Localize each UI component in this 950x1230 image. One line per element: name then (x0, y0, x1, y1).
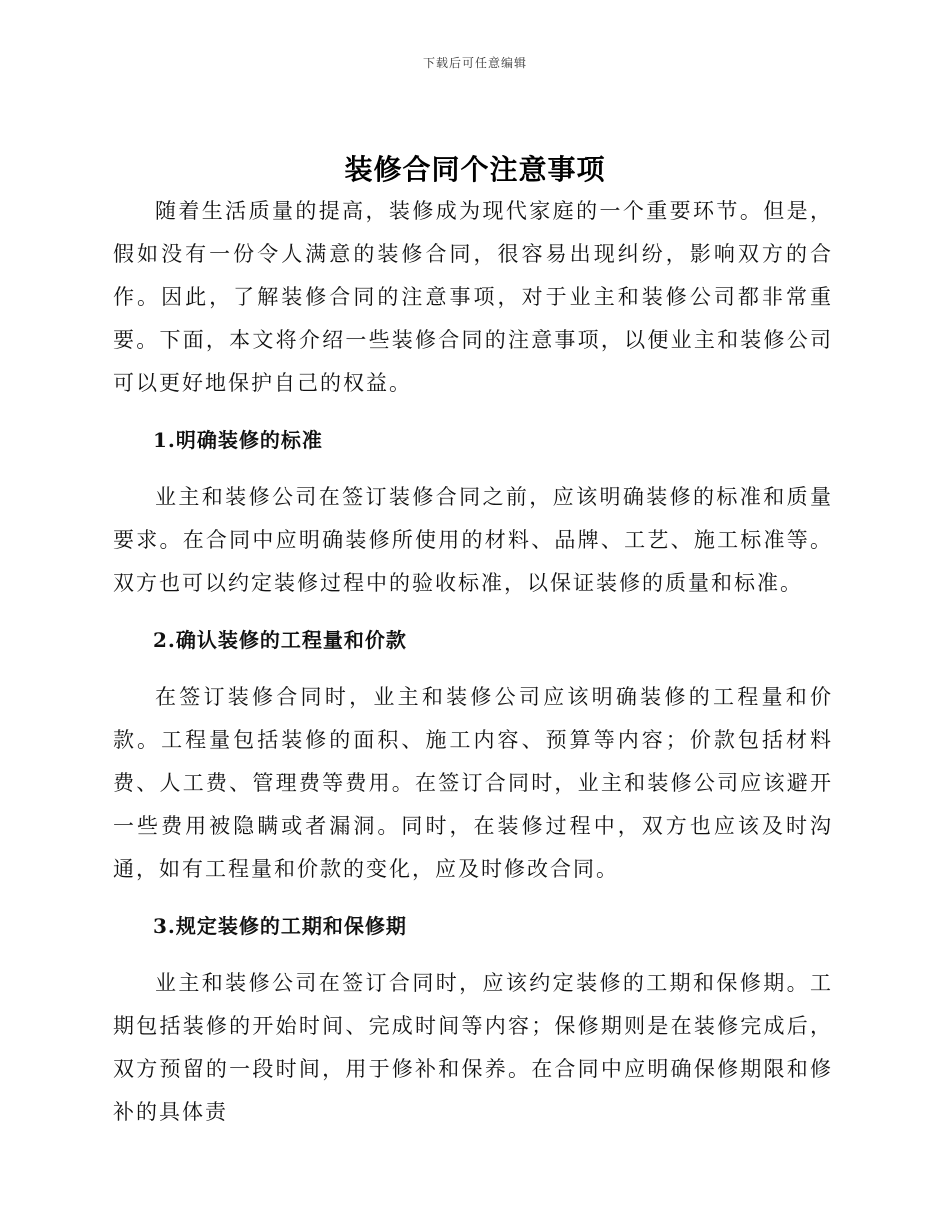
section-body-schedule-warranty: 业主和装修公司在签订合同时，应该约定装修的工期和保修期。工期包括装修的开始时间、完成时间等内容；保修期则是在装修完成后，双方预留的一段时间，用于修补和保养。在合同中应明确保修期限和修补的具体责 (113, 971, 833, 1124)
intro-paragraph: 随着生活质量的提高，装修成为现代家庭的一个重要环节。但是，假如没有一份令人满意的装修合同，很容易出现纠纷，影响双方的合作。因此，了解装修合同的注意事项，对于业主和装修公司都非常重要。下面，本文将介绍一些装修合同的注意事项，以便业主和装修公司可以更好地保护自己的权益。 (113, 199, 833, 395)
document-body (113, 190, 833, 1134)
section-heading-quantity-price: 2.确认装修的工程量和价款 (153, 628, 407, 652)
section-body-quantity-price: 在签订装修合同时，业主和装修公司应该明确装修的工程量和价款。工程量包括装修的面积、施工内容、预算等内容；价款包括材料费、人工费、管理费等费用。在签订合同时，业主和装修公司应该避开一些费用被隐瞒或者漏洞。同时，在装修过程中，双方也应该及时沟通，如有工程量和价款的变化，应及时修改合同。 (113, 685, 833, 881)
section-body-standards: 业主和装修公司在签订装修合同之前，应该明确装修的标准和质量要求。在合同中应明确装修所使用的材料、品牌、工艺、施工标准等。双方也可以约定装修过程中的验收标准，以保证装修的质量和标准。 (113, 485, 833, 595)
section-heading-schedule-warranty: 3.规定装修的工期和保修期 (153, 914, 407, 938)
page-header-note: 下载后可任意编辑 (422, 56, 527, 70)
document-title: 装修合同个注意事项 (344, 153, 606, 186)
section-heading-standards: 1.明确装修的标准 (153, 428, 323, 452)
